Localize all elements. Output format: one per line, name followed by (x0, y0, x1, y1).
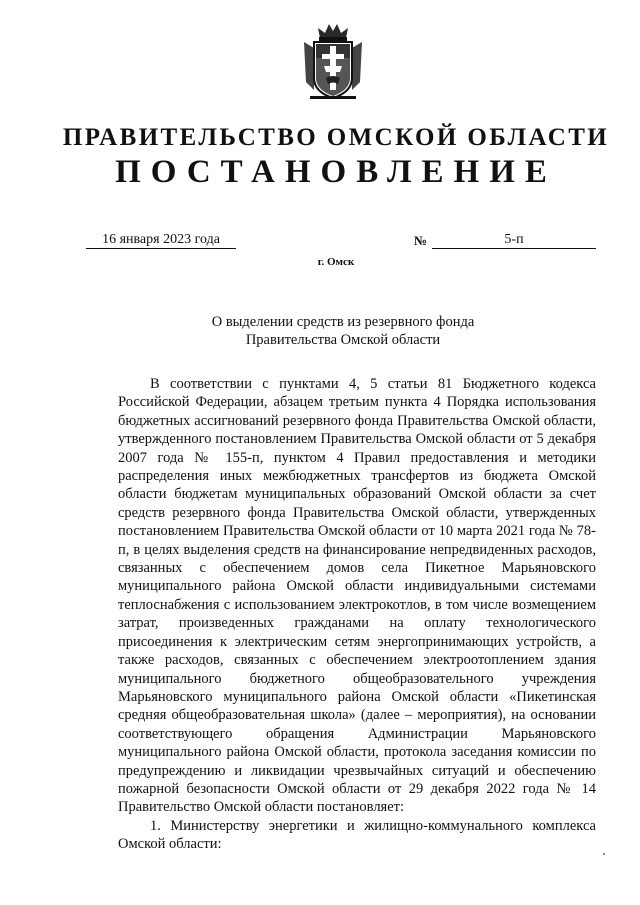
government-title: ПРАВИТЕЛЬСТВО ОМСКОЙ ОБЛАСТИ (62, 124, 610, 151)
scan-speck (603, 853, 605, 855)
document-body (118, 375, 596, 854)
document-number: 5-п (432, 231, 596, 249)
document-date: 16 января 2023 года (86, 231, 236, 249)
subject-line: Правительства Омской области (245, 332, 441, 348)
document-subject (120, 313, 566, 349)
body-paragraph: В соответствии с пунктами 4, 5 статьи 81 Бюджетного кодекса Российской Федерации, абзацем третьим пункта 4 Порядка использования бюджетных ассигнований резервного фонда Правительства Омской области, утвержденного постановлением Правительства Омской области от 5 декабря 2007 года № 155-п, пунктом 4 Правил предоставления и методики распределения иных межбюджетных трансфертов из бюджета Омской области бюджетам муниципальных образований Омской области за счет средств резервного фонда Правительства Омской области, утвержденных постановлением Правительства Омской области от 10 марта 2021 года № 78-п, в целях выделения средств на финансирование непредвиденных расходов, связанных с обеспечением домов села Пикетное Марьяновского муниципального района Омской области индивидуальными системами теплоснабжения с использованием электрокотлов, в том числе возмещением затрат, произведенных гражданами на оплату технологического присоединения к электрическим сетям энергопринимающих устройств, а также расходов, связанных с обеспечением электроотоплением здания муниципального бюджетного общеобразовательного учреждения Марьяновского муниципального района Омской области «Пикетинская средняя общеобразовательная школа» (далее – мероприятия), на основании соответствующего обращения Администрации Марьяновского муниципального района Омской области, протокола заседания комиссии по предупреждению и ликвидации чрезвычайных ситуаций и обеспечению пожарной безопасности Омской области от 29 декабря 2022 года № 14 Правительство Омской области постановляет: (118, 376, 596, 816)
city: г. Омск (317, 256, 355, 268)
subject-line: О выделении средств из резервного фонда (211, 314, 475, 330)
body-paragraph: 1. Министерству энергетики и жилищно-коммунального комплекса Омской области: (118, 817, 596, 853)
omsk-coat-of-arms-icon (300, 20, 366, 102)
number-sign: № (414, 233, 428, 248)
document-type: ПОСТАНОВЛЕНИЕ (115, 154, 557, 190)
